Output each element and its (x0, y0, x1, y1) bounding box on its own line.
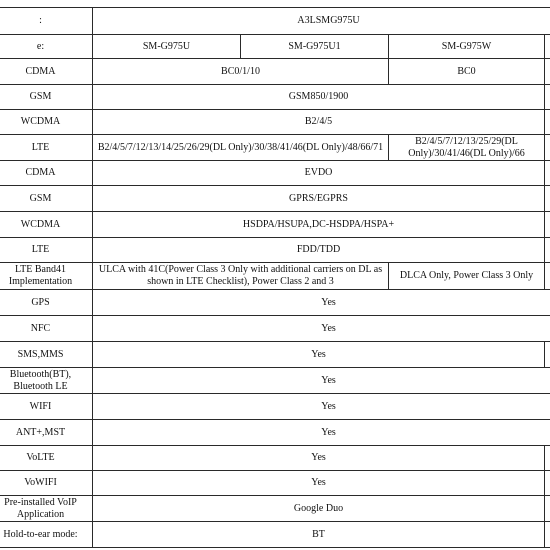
model-value: A3LSMG975U (93, 8, 550, 35)
row-value: Yes (93, 446, 545, 471)
row-value: Yes (93, 394, 550, 420)
right-gutter-cell (545, 35, 550, 59)
row-label: Pre-installed VoIP Application (0, 496, 93, 522)
row-label: CDMA (0, 161, 93, 186)
table-row (0, 135, 550, 161)
row-value: FDD/TDD (93, 238, 545, 263)
table-row (0, 368, 550, 394)
variant-cell: SM-G975W (389, 35, 545, 59)
row-value: Yes (93, 316, 550, 342)
table-row (0, 110, 550, 135)
spec-table (0, 7, 550, 548)
table-row (0, 522, 550, 548)
row-value: DLCA Only, Power Class 3 Only (389, 263, 545, 290)
row-label: WCDMA (0, 110, 93, 135)
table-row (0, 446, 550, 471)
table-row (0, 316, 550, 342)
row-value: Yes (93, 420, 550, 446)
variant-label: e: (0, 35, 93, 59)
table-row (0, 59, 550, 85)
row-value: B2/4/5/7/12/13/14/25/26/29(DL Only)/30/38/41/46(DL Only)/48/66/71 (93, 135, 389, 161)
table-row (0, 85, 550, 110)
row-label: SMS,MMS (0, 342, 93, 368)
right-gutter-cell (545, 342, 550, 368)
row-value: Yes (93, 290, 550, 316)
row-value: Google Duo (93, 496, 545, 522)
right-gutter-cell (545, 471, 550, 496)
row-value: Yes (93, 342, 545, 368)
table-row (0, 35, 550, 59)
right-gutter-cell (545, 522, 550, 548)
row-label: WIFI (0, 394, 93, 420)
table-row (0, 394, 550, 420)
row-label: LTE (0, 238, 93, 263)
row-value: Yes (93, 368, 550, 394)
row-value: GSM850/1900 (93, 85, 545, 110)
table-row (0, 161, 550, 186)
row-value: B2/4/5 (93, 110, 545, 135)
right-gutter-cell (545, 446, 550, 471)
row-label: WCDMA (0, 212, 93, 238)
right-gutter-cell (545, 263, 550, 290)
row-label: NFC (0, 316, 93, 342)
row-label: VoWIFI (0, 471, 93, 496)
right-gutter-cell (545, 59, 550, 85)
table-row (0, 186, 550, 212)
right-gutter-cell (545, 496, 550, 522)
table-row (0, 8, 550, 35)
row-value: GPRS/EGPRS (93, 186, 545, 212)
right-gutter-cell (545, 85, 550, 110)
row-value: Yes (93, 471, 545, 496)
spec-table-container (0, 7, 550, 548)
variant-cell: SM-G975U (93, 35, 241, 59)
row-label: LTE (0, 135, 93, 161)
right-gutter-cell (545, 110, 550, 135)
table-row (0, 471, 550, 496)
table-row (0, 263, 550, 290)
row-value: BC0/1/10 (93, 59, 389, 85)
table-row (0, 238, 550, 263)
table-row (0, 342, 550, 368)
row-value: B2/4/5/7/12/13/25/29(DL Only)/30/41/46(DL Only)/66 (389, 135, 545, 161)
table-row (0, 420, 550, 446)
row-label: CDMA (0, 59, 93, 85)
row-value: EVDO (93, 161, 545, 186)
table-row (0, 496, 550, 522)
table-row (0, 212, 550, 238)
row-label: Bluetooth(BT), Bluetooth LE (0, 368, 93, 394)
row-label: LTE Band41 Implementation (0, 263, 93, 290)
variant-cell: SM-G975U1 (241, 35, 389, 59)
row-label: GSM (0, 186, 93, 212)
row-label: VoLTE (0, 446, 93, 471)
right-gutter-cell (545, 212, 550, 238)
table-row (0, 290, 550, 316)
row-value: HSDPA/HSUPA,DC-HSDPA/HSPA+ (93, 212, 545, 238)
row-label: GSM (0, 85, 93, 110)
row-label: Hold-to-ear mode: (0, 522, 93, 548)
row-label: ANT+,MST (0, 420, 93, 446)
right-gutter-cell (545, 135, 550, 161)
row-value: BT (93, 522, 545, 548)
right-gutter-cell (545, 238, 550, 263)
model-label: : (0, 8, 93, 35)
row-value: ULCA with 41C(Power Class 3 Only with additional carriers on DL as shown in LTE Checklist), Power Class 2 and 3 (93, 263, 389, 290)
right-gutter-cell (545, 186, 550, 212)
right-gutter-cell (545, 161, 550, 186)
row-value: BC0 (389, 59, 545, 85)
row-label: GPS (0, 290, 93, 316)
